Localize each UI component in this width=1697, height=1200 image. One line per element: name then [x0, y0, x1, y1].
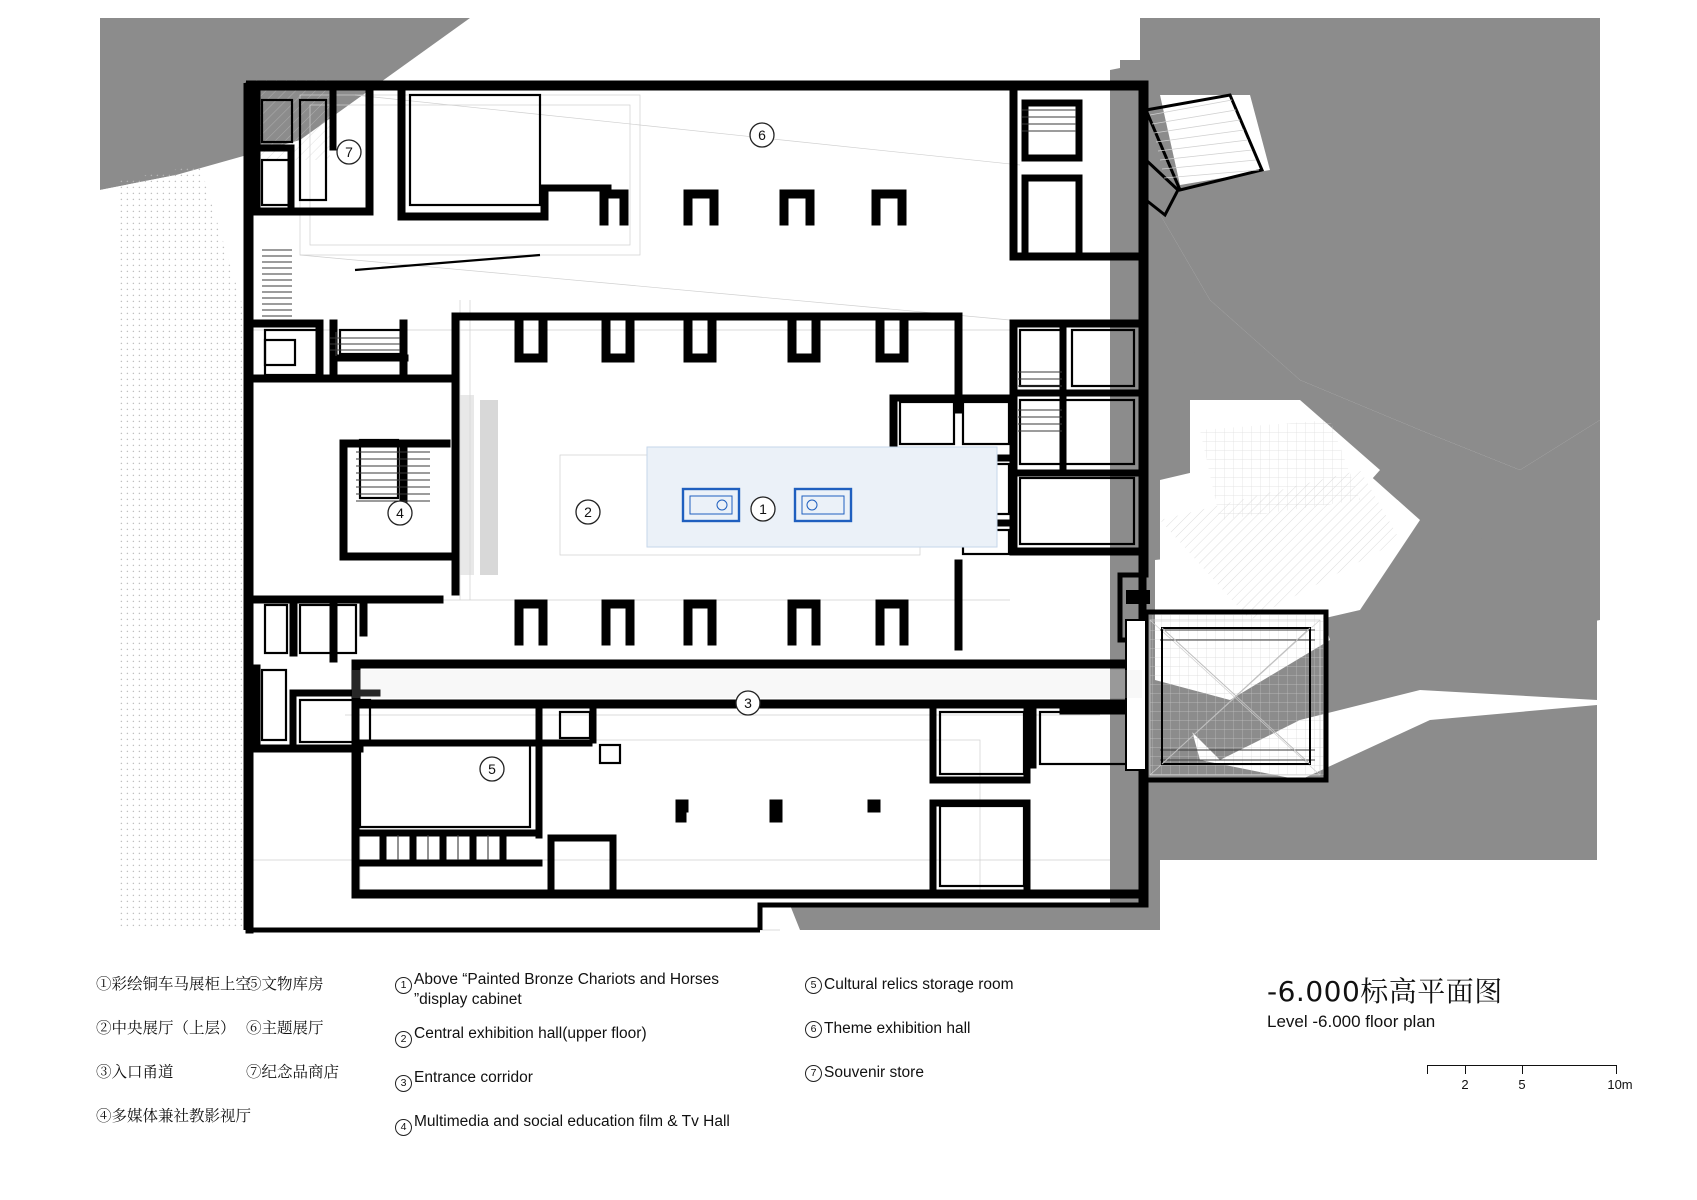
- legend-cn-left-4: ④多媒体兼社教影视厅: [96, 1108, 252, 1125]
- legend-cn-row: [96, 970, 376, 1000]
- legend-en-text-1: Above “Painted Bronze Chariots and Horses ”display cabinet: [414, 971, 719, 1008]
- legend-english-left: [395, 970, 785, 1156]
- legend-number-5: 5: [805, 977, 822, 994]
- scale-bar: [1427, 1065, 1633, 1093]
- scale-label-2: 2: [1461, 1077, 1469, 1092]
- legend-cn-right-3: ⑦纪念品商店: [246, 1064, 340, 1081]
- legend-number-1: 1: [395, 977, 412, 994]
- scale-label-5: 5: [1518, 1077, 1526, 1092]
- legend-cn-row: [96, 1102, 376, 1132]
- legend-en-text-4: Multimedia and social education film & Tv Hall: [414, 1113, 730, 1130]
- drawing-title-block: [1267, 970, 1627, 1032]
- svg-text:7: 7: [345, 144, 353, 160]
- legend-cn-row: [96, 1058, 376, 1088]
- marker-5: [480, 757, 504, 781]
- legend-number-7: 7: [805, 1065, 822, 1082]
- svg-text:2: 2: [584, 504, 592, 520]
- legend-english-right: [805, 970, 1125, 1102]
- svg-text:3: 3: [744, 695, 752, 711]
- legend-cn-left-2: ②中央展厅（上层）: [96, 1020, 236, 1037]
- legend-number-3: 3: [395, 1075, 412, 1092]
- scale-tick-10: [1616, 1065, 1617, 1074]
- svg-text:6: 6: [758, 127, 766, 143]
- scale-tick-0: [1427, 1065, 1428, 1074]
- legend-en-row: [395, 1068, 785, 1098]
- legend-en-text-2: Central exhibition hall(upper floor): [414, 1025, 647, 1042]
- scale-tick-2: [1465, 1065, 1466, 1074]
- legend-number-4: 4: [395, 1119, 412, 1136]
- marker-4: [388, 501, 412, 525]
- marker-1: [751, 497, 775, 521]
- legend-cn-right-1: ⑤文物库房: [246, 976, 324, 993]
- legend-number-2: 2: [395, 1031, 412, 1048]
- display-cabinets: [647, 447, 997, 547]
- legend-block: [0, 960, 1697, 1200]
- marker-7: [337, 140, 361, 164]
- legend-en-row: [805, 970, 1125, 1000]
- legend-en-row: [805, 1014, 1125, 1044]
- legend-cn-right-2: ⑥主题展厅: [246, 1020, 324, 1037]
- marker-6: [750, 123, 774, 147]
- drawing-title-en: Level -6.000 floor plan: [1267, 1012, 1436, 1031]
- marker-3: [736, 691, 760, 715]
- legend-en-row: [395, 1024, 785, 1054]
- legend-en-text-3: Entrance corridor: [414, 1069, 533, 1086]
- legend-en-row: [395, 970, 785, 1010]
- svg-text:4: 4: [396, 505, 404, 521]
- legend-number-6: 6: [805, 1021, 822, 1038]
- scale-bar-ticks: [1427, 1065, 1617, 1077]
- legend-en-text-5: Cultural relics storage room: [824, 976, 1014, 993]
- legend-cn-left-1: ①彩绘铜车马展柜上空: [96, 976, 252, 993]
- legend-cn-row: [96, 1014, 376, 1044]
- marker-2: [576, 500, 600, 524]
- legend-cn-left-3: ③入口甬道: [96, 1064, 174, 1081]
- scale-label-10: 10m: [1607, 1077, 1633, 1092]
- legend-en-text-7: Souvenir store: [824, 1064, 924, 1081]
- scale-tick-5: [1522, 1065, 1523, 1074]
- scale-bar-labels: [1427, 1077, 1633, 1093]
- legend-en-row: [805, 1058, 1125, 1088]
- legend-en-text-6: Theme exhibition hall: [824, 1020, 971, 1037]
- legend-en-row: [395, 1112, 785, 1142]
- drawing-title-cn: -6.000标高平面图: [1267, 975, 1503, 1008]
- svg-text:1: 1: [759, 501, 767, 517]
- legend-chinese: [96, 970, 376, 1146]
- svg-text:5: 5: [488, 761, 496, 777]
